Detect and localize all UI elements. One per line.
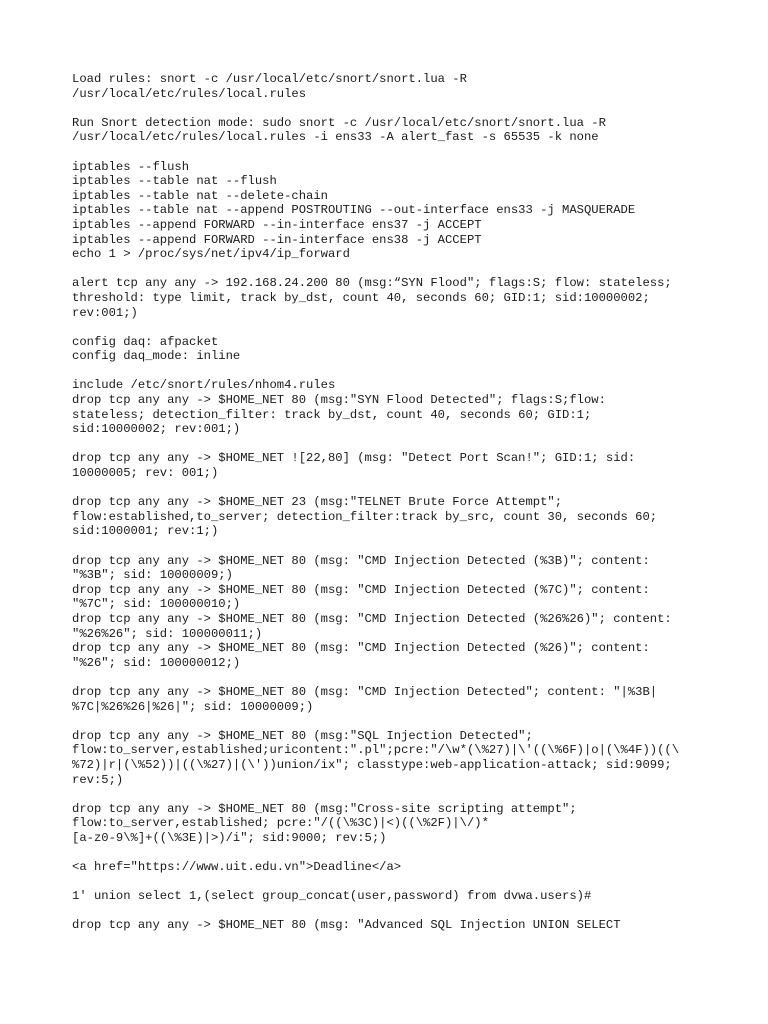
paragraph-advanced-sql: drop tcp any any -> $HOME_NET 80 (msg: "Advanced SQL Injection UNION SELECT xyxy=(72,918,621,933)
paragraph-cmd-injection-combined: drop tcp any any -> $HOME_NET 80 (msg: "CMD Injection Detected"; content: "|%3B| %7C|%26%26|%26|"; sid: 10000009;) xyxy=(72,684,658,714)
paragraph-cmd-injection-rules: drop tcp any any -> $HOME_NET 80 (msg: "CMD Injection Detected (%3B)"; content: "%3B"; sid: 10000009;) drop tcp any any -> $HOME_NET 80 (msg: "CMD Injection Detected (%7C)"; content: "%7C"; sid: 100000010;) drop tcp any any -> $HOME_NET 80 (msg: "CMD Injection Detected (%26%26)"; content: "%26%26"; sid: 100000011;) drop tcp any any -> $HOME_NET 80 (msg: "CMD Injection Detected (%26)"; content: "%26"; sid: 100000012;) xyxy=(72,553,672,670)
paragraph-iptables: iptables --flush iptables --table nat --flush iptables --table nat --delete-chain iptables --table nat --append POSTROUTING --out-interface ens33 -j MASQUERADE iptables --append FORWARD --in-interface ens37 -j ACCEPT iptables --append FORWARD --in-interface ens38 -j ACCEPT echo 1 > /proc/sys/net/ipv4/ip_forward xyxy=(72,159,636,262)
paragraph-html-anchor: <a href="https://www.uit.edu.vn">Deadline</a> xyxy=(72,860,402,875)
paragraph-include-syn-drop: include /etc/snort/rules/nhom4.rules drop tcp any any -> $HOME_NET 80 (msg:"SYN Flood Detected"; flags:S;flow: stateless; detection_filter: track by_dst, count 40, seconds 60; GID:1; sid:10000002; rev:001;) xyxy=(72,378,606,437)
paragraph-run-snort: Run Snort detection mode: sudo snort -c /usr/local/etc/snort/snort.lua -R /usr/local/etc/rules/local.rules -i ens33 -A alert_fast -s 65535 -k none xyxy=(72,115,606,145)
document-body xyxy=(72,72,712,948)
paragraph-xss: drop tcp any any -> $HOME_NET 80 (msg:"Cross-site scripting attempt"; flow:to_server,established; pcre:"/((\%3C)|<)((\%2F)|\/)* [a-z0-9\%]+((\%3E)|>)/i"; sid:9000; rev:5;) xyxy=(72,801,577,845)
paragraph-sql-injection: drop tcp any any -> $HOME_NET 80 (msg:"SQL Injection Detected"; flow:to_server,established;uricontent:".pl";pcre:"/\w*(\%27)|\'((\%6F)|o|(\%4F))((\ %72)|r|(\%52))|((\%27)|(\'))union/ix"; classtype:web-application-attack; sid:9099; rev:5;) xyxy=(72,728,680,787)
paragraph-telnet-brute-force: drop tcp any any -> $HOME_NET 23 (msg:"TELNET Brute Force Attempt"; flow:established,to_server; detection_filter:track by_src, count 30, seconds 60; sid:1000001; rev:1;) xyxy=(72,495,658,539)
paragraph-union-select: 1' union select 1,(select group_concat(user,password) from dvwa.users)# xyxy=(72,889,592,904)
paragraph-config-daq: config daq: afpacket config daq_mode: inline xyxy=(72,334,241,364)
paragraph-load-rules: Load rules: snort -c /usr/local/etc/snort/snort.lua -R /usr/local/etc/rules/local.rules xyxy=(72,72,467,101)
paragraph-port-scan: drop tcp any any -> $HOME_NET ![22,80] (msg: "Detect Port Scan!"; GID:1; sid: 10000005; rev: 001;) xyxy=(72,451,636,481)
paragraph-alert-syn-flood: alert tcp any any -> 192.168.24.200 80 (msg:“SYN Flood"; flags:S; flow: stateless; threshold: type limit, track by_dst, count 40, seconds 60; GID:1; sid:10000002; rev:001;) xyxy=(72,276,672,320)
